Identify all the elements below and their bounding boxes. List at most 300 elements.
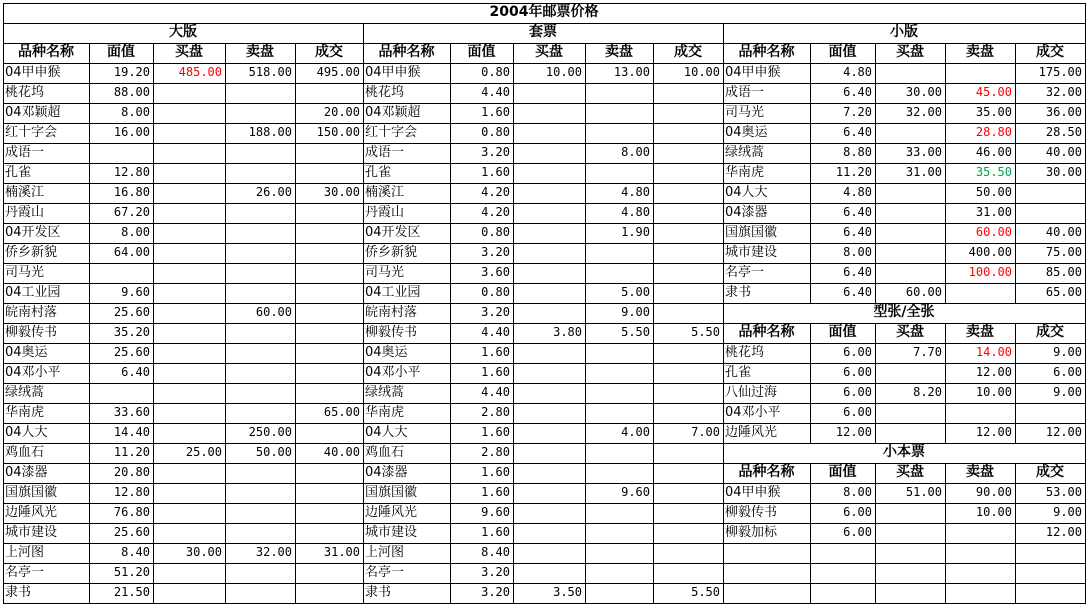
- set-bid: [513, 563, 585, 583]
- set-ask: [585, 523, 653, 543]
- grid-line: [363, 123, 723, 124]
- sheet-face-value: 6.00: [843, 405, 872, 419]
- big-stamp-name: 04漆器: [5, 465, 48, 480]
- big-stamp-name: 04邓颖超: [5, 105, 61, 120]
- big-face-value: 20.80: [113, 465, 150, 479]
- big-deal: [295, 503, 363, 523]
- set-face-value: 1.60: [481, 365, 510, 379]
- big-ask: [225, 263, 295, 283]
- big-bid: [153, 403, 225, 423]
- grid-line: [363, 263, 723, 264]
- big-ask: [225, 223, 295, 243]
- small-bid: [875, 263, 945, 283]
- set-face-value: 4.40: [481, 85, 510, 99]
- big-column-header: 买盘: [175, 44, 203, 60]
- big-deal: [295, 423, 363, 443]
- set-deal: [653, 103, 723, 123]
- grid-line: [653, 43, 654, 603]
- set-bid: [513, 343, 585, 363]
- big-ask: [225, 83, 295, 103]
- set-ask: [585, 263, 653, 283]
- set-stamp-name: 绿绒蒿: [365, 385, 405, 400]
- set-deal: [653, 343, 723, 363]
- set-stamp-name: 04开发区: [365, 225, 421, 240]
- set-bid: [513, 443, 585, 463]
- small-deal: 40.00: [1045, 145, 1082, 159]
- big-stamp-name: 桃花坞: [5, 85, 45, 100]
- set-face-value: 1.60: [481, 465, 510, 479]
- grid-line: [585, 43, 586, 603]
- small-stamp-name: 隶书: [725, 285, 752, 300]
- set-deal: [653, 183, 723, 203]
- big-bid: [153, 183, 225, 203]
- set-bid: [513, 83, 585, 103]
- set-ask: 13.00: [613, 65, 650, 79]
- big-column-header: 成交: [315, 44, 343, 60]
- set-bid: [513, 503, 585, 523]
- booklet-ask: 90.00: [975, 485, 1012, 499]
- grid-line: [723, 63, 1085, 64]
- small-bid: 32.00: [905, 105, 942, 119]
- big-bid: [153, 423, 225, 443]
- set-face-value: 1.60: [481, 165, 510, 179]
- booklet-column-header: 买盘: [896, 464, 924, 480]
- small-stamp-name: 04甲申猴: [725, 65, 781, 80]
- grid-line: [363, 343, 723, 344]
- set-stamp-name: 柳毅传书: [365, 325, 418, 340]
- set-stamp-name: 桃花坞: [365, 85, 405, 100]
- small-face-value: 4.80: [843, 65, 872, 79]
- small-deal: 28.50: [1045, 125, 1082, 139]
- booklet-deal: 9.00: [1053, 505, 1082, 519]
- grid-line: [363, 323, 723, 324]
- sheet-column-header: 面值: [828, 324, 857, 340]
- small-bid: [875, 223, 945, 243]
- sheet-bid: 7.70: [913, 345, 942, 359]
- set-face-value: 4.40: [481, 385, 510, 399]
- sheet-stamp-name: 桃花坞: [725, 345, 765, 360]
- grid-line: [363, 143, 723, 144]
- big-face-value: 51.20: [113, 565, 150, 579]
- small-ask: 35.50: [975, 165, 1012, 179]
- set-stamp-name: 丹霞山: [365, 205, 405, 220]
- booklet-stamp-name: 柳毅加标: [725, 525, 778, 540]
- big-ask: [225, 243, 295, 263]
- small-deal: 75.00: [1045, 245, 1082, 259]
- big-stamp-name: 楠溪江: [5, 185, 45, 200]
- booklet-bid: [875, 503, 945, 523]
- sheet-column-header: 卖盘: [966, 324, 994, 340]
- grid-line: [3, 383, 363, 384]
- set-bid: [513, 203, 585, 223]
- grid-line: [450, 43, 451, 603]
- set-ask: [585, 543, 653, 563]
- grid-line: [3, 3, 1085, 4]
- big-stamp-name: 华南虎: [5, 405, 45, 420]
- grid-line: [3, 83, 363, 84]
- sheet-ask: 12.00: [975, 365, 1012, 379]
- small-face-value: 6.40: [843, 85, 872, 99]
- set-stamp-name: 红十字会: [365, 125, 418, 140]
- set-bid: 3.50: [553, 585, 582, 599]
- set-ask: 4.80: [621, 205, 650, 219]
- set-stamp-name: 侨乡新貌: [365, 245, 418, 260]
- grid-line: [875, 463, 876, 603]
- set-face-value: 3.20: [481, 145, 510, 159]
- set-bid: [513, 283, 585, 303]
- big-deal: [295, 463, 363, 483]
- small-bid: 31.00: [905, 165, 942, 179]
- grid-line: [3, 63, 363, 64]
- small-face-value: 6.40: [843, 265, 872, 279]
- big-bid: [153, 163, 225, 183]
- set-ask: 5.50: [621, 325, 650, 339]
- set-ask: [585, 463, 653, 483]
- big-ask: [225, 203, 295, 223]
- big-face-value: 19.20: [113, 65, 150, 79]
- grid-line: [363, 583, 723, 584]
- big-stamp-name: 鸡血石: [5, 445, 45, 460]
- grid-line: [723, 483, 1085, 484]
- booklet-column-header: 卖盘: [966, 464, 994, 480]
- booklet-deal: 53.00: [1045, 485, 1082, 499]
- set-face-value: 2.80: [481, 445, 510, 459]
- small-stamp-name: 绿绒蒿: [725, 145, 765, 160]
- big-face-value: 6.40: [121, 365, 150, 379]
- grid-line: [945, 463, 946, 603]
- grid-line: [723, 283, 1085, 284]
- big-ask: 50.00: [255, 445, 292, 459]
- big-ask: 26.00: [255, 185, 292, 199]
- set-face-value: 2.80: [481, 405, 510, 419]
- set-stamp-name: 04人大: [365, 425, 408, 440]
- set-ask: [585, 563, 653, 583]
- big-stamp-name: 名亭一: [5, 565, 45, 580]
- small-deal: 65.00: [1045, 285, 1082, 299]
- grid-line: [363, 23, 364, 603]
- set-bid: [513, 243, 585, 263]
- big-stamp-name: 04开发区: [5, 225, 61, 240]
- big-bid: [153, 223, 225, 243]
- big-face-value: 14.40: [113, 425, 150, 439]
- small-stamp-name: 04人大: [725, 185, 768, 200]
- booklet-deal: 12.00: [1045, 525, 1082, 539]
- grid-line: [363, 63, 723, 64]
- grid-line: [1085, 3, 1086, 604]
- big-face-value: 25.60: [113, 345, 150, 359]
- big-ask: [225, 483, 295, 503]
- small-bid: [875, 243, 945, 263]
- grid-line: [723, 343, 1085, 344]
- grid-line: [3, 523, 363, 524]
- grid-line: [3, 563, 363, 564]
- sheet-ask: [945, 403, 1015, 423]
- sheet-stamp-name: 边陲风光: [725, 425, 778, 440]
- big-ask: [225, 583, 295, 603]
- big-ask: 32.00: [255, 545, 292, 559]
- set-face-value: 3.20: [481, 585, 510, 599]
- set-bid: [513, 163, 585, 183]
- big-face-value: 8.00: [121, 105, 150, 119]
- big-bid: [153, 103, 225, 123]
- set-deal: [653, 243, 723, 263]
- small-face-value: 4.80: [843, 185, 872, 199]
- grid-line: [723, 563, 1085, 564]
- grid-line: [89, 43, 90, 603]
- set-ask: [585, 403, 653, 423]
- grid-line: [363, 483, 723, 484]
- set-column-header: 面值: [467, 44, 496, 60]
- grid-line: [3, 103, 363, 104]
- big-stamp-name: 侨乡新貌: [5, 245, 58, 260]
- small-column-header: 买盘: [896, 44, 924, 60]
- big-column-header: 卖盘: [246, 44, 274, 60]
- set-face-value: 1.60: [481, 105, 510, 119]
- grid-line: [723, 163, 1085, 164]
- set-stamp-name: 孔雀: [365, 165, 392, 180]
- grid-line: [723, 363, 1085, 364]
- big-stamp-name: 皖南村落: [5, 305, 58, 320]
- set-bid: [513, 483, 585, 503]
- grid-line: [723, 243, 1085, 244]
- booklet-face-value: 6.00: [843, 505, 872, 519]
- set-face-value: 1.60: [481, 485, 510, 499]
- grid-line: [363, 443, 723, 444]
- set-face-value: 3.20: [481, 565, 510, 579]
- big-deal: [295, 203, 363, 223]
- set-deal: [653, 443, 723, 463]
- grid-line: [810, 463, 811, 603]
- set-bid: [513, 263, 585, 283]
- set-ask: 4.00: [621, 425, 650, 439]
- set-bid: 10.00: [545, 65, 582, 79]
- small-face-value: 8.80: [843, 145, 872, 159]
- big-bid: [153, 303, 225, 323]
- big-face-value: 16.80: [113, 185, 150, 199]
- big-ask: [225, 503, 295, 523]
- set-face-value: 0.80: [481, 285, 510, 299]
- big-bid: [153, 283, 225, 303]
- booklet-face-value: 8.00: [843, 485, 872, 499]
- big-column-header: 品种名称: [18, 44, 74, 60]
- grid-line: [723, 403, 1085, 404]
- grid-line: [1015, 43, 1016, 303]
- set-bid: [513, 543, 585, 563]
- set-deal: 5.50: [691, 325, 720, 339]
- set-column-header: 品种名称: [378, 44, 435, 60]
- small-stamp-name: 国旗国徽: [725, 225, 778, 240]
- grid-line: [363, 243, 723, 244]
- grid-line: [875, 323, 876, 443]
- sheet-ask: 12.00: [975, 425, 1012, 439]
- grid-line: [3, 223, 363, 224]
- sheet-bid: 8.20: [913, 385, 942, 399]
- big-deal: [295, 243, 363, 263]
- small-ask: 400.00: [968, 245, 1012, 259]
- big-stamp-name: 04奥运: [5, 345, 48, 360]
- set-bid: [513, 183, 585, 203]
- grid-line: [363, 283, 723, 284]
- set-ask: [585, 363, 653, 383]
- set-bid: [513, 143, 585, 163]
- big-bid: [153, 83, 225, 103]
- sheet-deal: [1015, 403, 1085, 423]
- grid-line: [3, 163, 363, 164]
- grid-line: [723, 223, 1085, 224]
- grid-line: [723, 183, 1085, 184]
- set-deal: [653, 523, 723, 543]
- small-ask: 60.00: [975, 225, 1012, 239]
- booklet-section-label: 小本票: [883, 444, 925, 460]
- grid-line: [810, 323, 811, 443]
- set-section-label: 套票: [529, 24, 557, 40]
- set-stamp-name: 成语一: [365, 145, 405, 160]
- big-bid: [153, 583, 225, 603]
- small-column-header: 成交: [1036, 44, 1064, 60]
- set-stamp-name: 边陲风光: [365, 505, 418, 520]
- big-ask: [225, 103, 295, 123]
- big-ask: [225, 523, 295, 543]
- grid-line: [723, 323, 1085, 324]
- big-deal: [295, 83, 363, 103]
- sheet-title: 2004年邮票价格: [489, 4, 599, 20]
- set-column-header: 买盘: [535, 44, 563, 60]
- grid-line: [723, 303, 1085, 304]
- set-column-header: 卖盘: [605, 44, 633, 60]
- big-deal: 40.00: [323, 445, 360, 459]
- small-deal: 85.00: [1045, 265, 1082, 279]
- set-face-value: 0.80: [481, 225, 510, 239]
- set-deal: [653, 123, 723, 143]
- sheet-ask: 14.00: [975, 345, 1012, 359]
- big-deal: 150.00: [316, 125, 360, 139]
- big-ask: [225, 363, 295, 383]
- small-deal: [1015, 203, 1085, 223]
- small-ask: 35.00: [975, 105, 1012, 119]
- big-stamp-name: 04甲申猴: [5, 65, 61, 80]
- set-deal: [653, 483, 723, 503]
- sheet-deal: 9.00: [1053, 345, 1082, 359]
- small-section-label: 小版: [890, 24, 918, 40]
- grid-line: [295, 43, 296, 603]
- grid-line: [363, 303, 723, 304]
- grid-line: [723, 523, 1085, 524]
- big-ask: [225, 323, 295, 343]
- set-stamp-name: 城市建设: [365, 525, 418, 540]
- grid-line: [3, 183, 363, 184]
- big-stamp-name: 04邓小平: [5, 365, 61, 380]
- small-stamp-name: 城市建设: [725, 245, 778, 260]
- booklet-column-header: 面值: [828, 464, 857, 480]
- set-ask: 8.00: [621, 145, 650, 159]
- small-ask: 100.00: [968, 265, 1012, 279]
- big-deal: [295, 143, 363, 163]
- set-deal: [653, 383, 723, 403]
- grid-line: [723, 423, 1085, 424]
- set-bid: [513, 523, 585, 543]
- grid-line: [723, 123, 1085, 124]
- grid-line: [723, 503, 1085, 504]
- big-face-value: [89, 263, 153, 283]
- big-ask: 188.00: [248, 125, 292, 139]
- grid-line: [723, 583, 1085, 584]
- booklet-stamp-name: 04甲申猴: [725, 485, 781, 500]
- big-ask: [225, 163, 295, 183]
- set-deal: [653, 563, 723, 583]
- set-stamp-name: 04邓小平: [365, 365, 421, 380]
- big-face-value: 9.60: [121, 285, 150, 299]
- set-deal: 5.50: [691, 585, 720, 599]
- set-face-value: 4.40: [481, 325, 510, 339]
- sheet-deal: 9.00: [1053, 385, 1082, 399]
- small-bid: [875, 63, 945, 83]
- small-ask: [945, 283, 1015, 303]
- sheet-bid: [875, 423, 945, 443]
- grid-line: [945, 43, 946, 303]
- grid-line: [3, 423, 363, 424]
- set-stamp-name: 04漆器: [365, 465, 408, 480]
- set-stamp-name: 名亭一: [365, 565, 405, 580]
- set-face-value: 4.20: [481, 185, 510, 199]
- grid-line: [3, 343, 363, 344]
- grid-line: [875, 43, 876, 303]
- big-stamp-name: 绿绒蒿: [5, 385, 45, 400]
- big-bid: [153, 243, 225, 263]
- small-ask: 46.00: [975, 145, 1012, 159]
- grid-line: [363, 223, 723, 224]
- set-deal: 7.00: [691, 425, 720, 439]
- big-deal: 30.00: [323, 185, 360, 199]
- grid-line: [3, 583, 363, 584]
- grid-line: [363, 523, 723, 524]
- small-stamp-name: 成语一: [725, 85, 765, 100]
- set-ask: [585, 383, 653, 403]
- set-deal: [653, 223, 723, 243]
- big-section-label: 大版: [169, 24, 197, 40]
- set-stamp-name: 鸡血石: [365, 445, 405, 460]
- set-ask: [585, 503, 653, 523]
- grid-line: [1015, 463, 1016, 603]
- set-stamp-name: 华南虎: [365, 405, 405, 420]
- grid-line: [723, 463, 1085, 464]
- big-face-value: 8.40: [121, 545, 150, 559]
- set-face-value: 8.40: [481, 545, 510, 559]
- set-ask: 5.00: [621, 285, 650, 299]
- big-deal: [295, 303, 363, 323]
- small-bid: 30.00: [905, 85, 942, 99]
- set-deal: [653, 203, 723, 223]
- grid-line: [723, 543, 1085, 544]
- big-deal: 65.00: [323, 405, 360, 419]
- big-ask: 518.00: [248, 65, 292, 79]
- small-stamp-name: 名亭一: [725, 265, 765, 280]
- big-bid: [153, 523, 225, 543]
- big-deal: [295, 283, 363, 303]
- big-face-value: 35.20: [113, 325, 150, 339]
- small-ask: 50.00: [975, 185, 1012, 199]
- set-face-value: 0.80: [481, 65, 510, 79]
- grid-line: [3, 363, 363, 364]
- big-bid: [153, 203, 225, 223]
- big-bid: 25.00: [185, 445, 222, 459]
- grid-line: [363, 383, 723, 384]
- set-deal: [653, 503, 723, 523]
- big-deal: [295, 583, 363, 603]
- set-deal: [653, 403, 723, 423]
- big-stamp-name: 孔雀: [5, 165, 32, 180]
- set-face-value: 3.20: [481, 305, 510, 319]
- set-ask: 9.60: [621, 485, 650, 499]
